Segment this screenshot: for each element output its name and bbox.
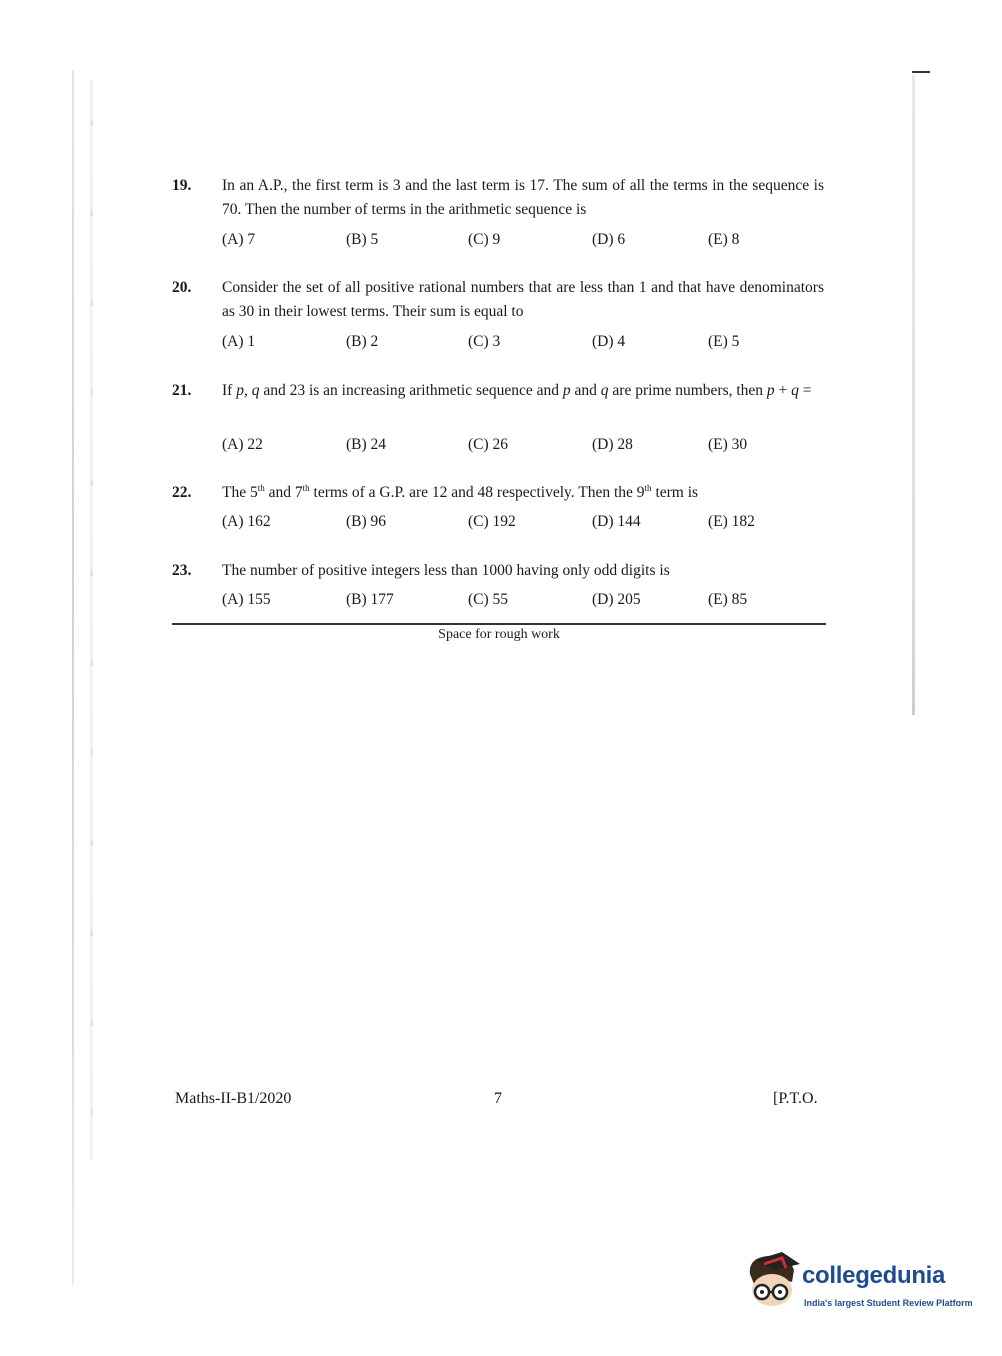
option-d: (D) 4 (592, 333, 626, 350)
option-d: (D) 205 (592, 591, 641, 608)
collegedunia-watermark (742, 1250, 973, 1312)
question-text: The number of positive integers less than 1000 having only odd digits is (222, 562, 670, 579)
answer-options (222, 433, 782, 457)
answer-options (222, 228, 782, 252)
option-d: (D) 6 (592, 231, 626, 248)
pto-label: [P.T.O. (773, 1090, 818, 1107)
scan-edge (90, 80, 93, 1160)
page-corner-mark (912, 71, 930, 73)
scan-edge (912, 75, 915, 715)
option-b: (B) 2 (346, 333, 379, 350)
question-number: 22. (172, 484, 192, 501)
option-a: (A) 7 (222, 231, 256, 248)
option-b: (B) 96 (346, 513, 387, 530)
question-number: 23. (172, 562, 192, 579)
answer-options (222, 330, 782, 354)
answer-options (222, 588, 782, 612)
option-b: (B) 24 (346, 436, 387, 453)
option-c: (C) 192 (468, 513, 516, 530)
question-number: 19. (172, 177, 192, 194)
option-c: (C) 3 (468, 333, 501, 350)
option-c: (C) 9 (468, 231, 501, 248)
answer-options (222, 510, 782, 534)
question-text: Consider the set of all positive rational numbers that are less than 1 and that have denominators as 30 in their lowest terms. Their sum is equal to (222, 279, 824, 320)
option-e: (E) 5 (708, 333, 740, 350)
question-number: 21. (172, 382, 192, 399)
option-a: (A) 1 (222, 333, 256, 350)
option-e: (E) 30 (708, 436, 748, 453)
option-e: (E) 182 (708, 513, 755, 530)
option-d: (D) 144 (592, 513, 641, 530)
option-d: (D) 28 (592, 436, 633, 453)
question-text: In an A.P., the first term is 3 and the last term is 17. The sum of all the terms in the sequence is 70. Then the number of terms in the arithmetic sequence is (222, 177, 824, 218)
question-text: The 5th and 7th terms of a G.P. are 12 and 48 respectively. Then the 9th term is (222, 482, 699, 501)
paper-code: Maths-II-B1/2020 (175, 1090, 292, 1107)
brand-tagline: India's largest Student Review Platform (804, 1298, 973, 1308)
option-b: (B) 5 (346, 231, 379, 248)
scan-edge (72, 70, 74, 1285)
section-divider (172, 623, 826, 625)
option-e: (E) 85 (708, 591, 748, 608)
page-number: 7 (494, 1090, 502, 1107)
option-c: (C) 55 (468, 591, 509, 608)
brand-name: collegedunia (802, 1262, 946, 1289)
option-b: (B) 177 (346, 591, 394, 608)
option-a: (A) 22 (222, 436, 263, 453)
mascot-icon (742, 1250, 802, 1312)
question-number: 20. (172, 279, 192, 296)
option-c: (C) 26 (468, 436, 509, 453)
question-text: If p, q and 23 is an increasing arithmetic sequence and p and q are prime numbers, then p + q = (222, 382, 812, 399)
option-a: (A) 155 (222, 591, 271, 608)
option-e: (E) 8 (708, 231, 740, 248)
option-a: (A) 162 (222, 513, 271, 530)
rough-work-label: Space for rough work (438, 627, 560, 642)
